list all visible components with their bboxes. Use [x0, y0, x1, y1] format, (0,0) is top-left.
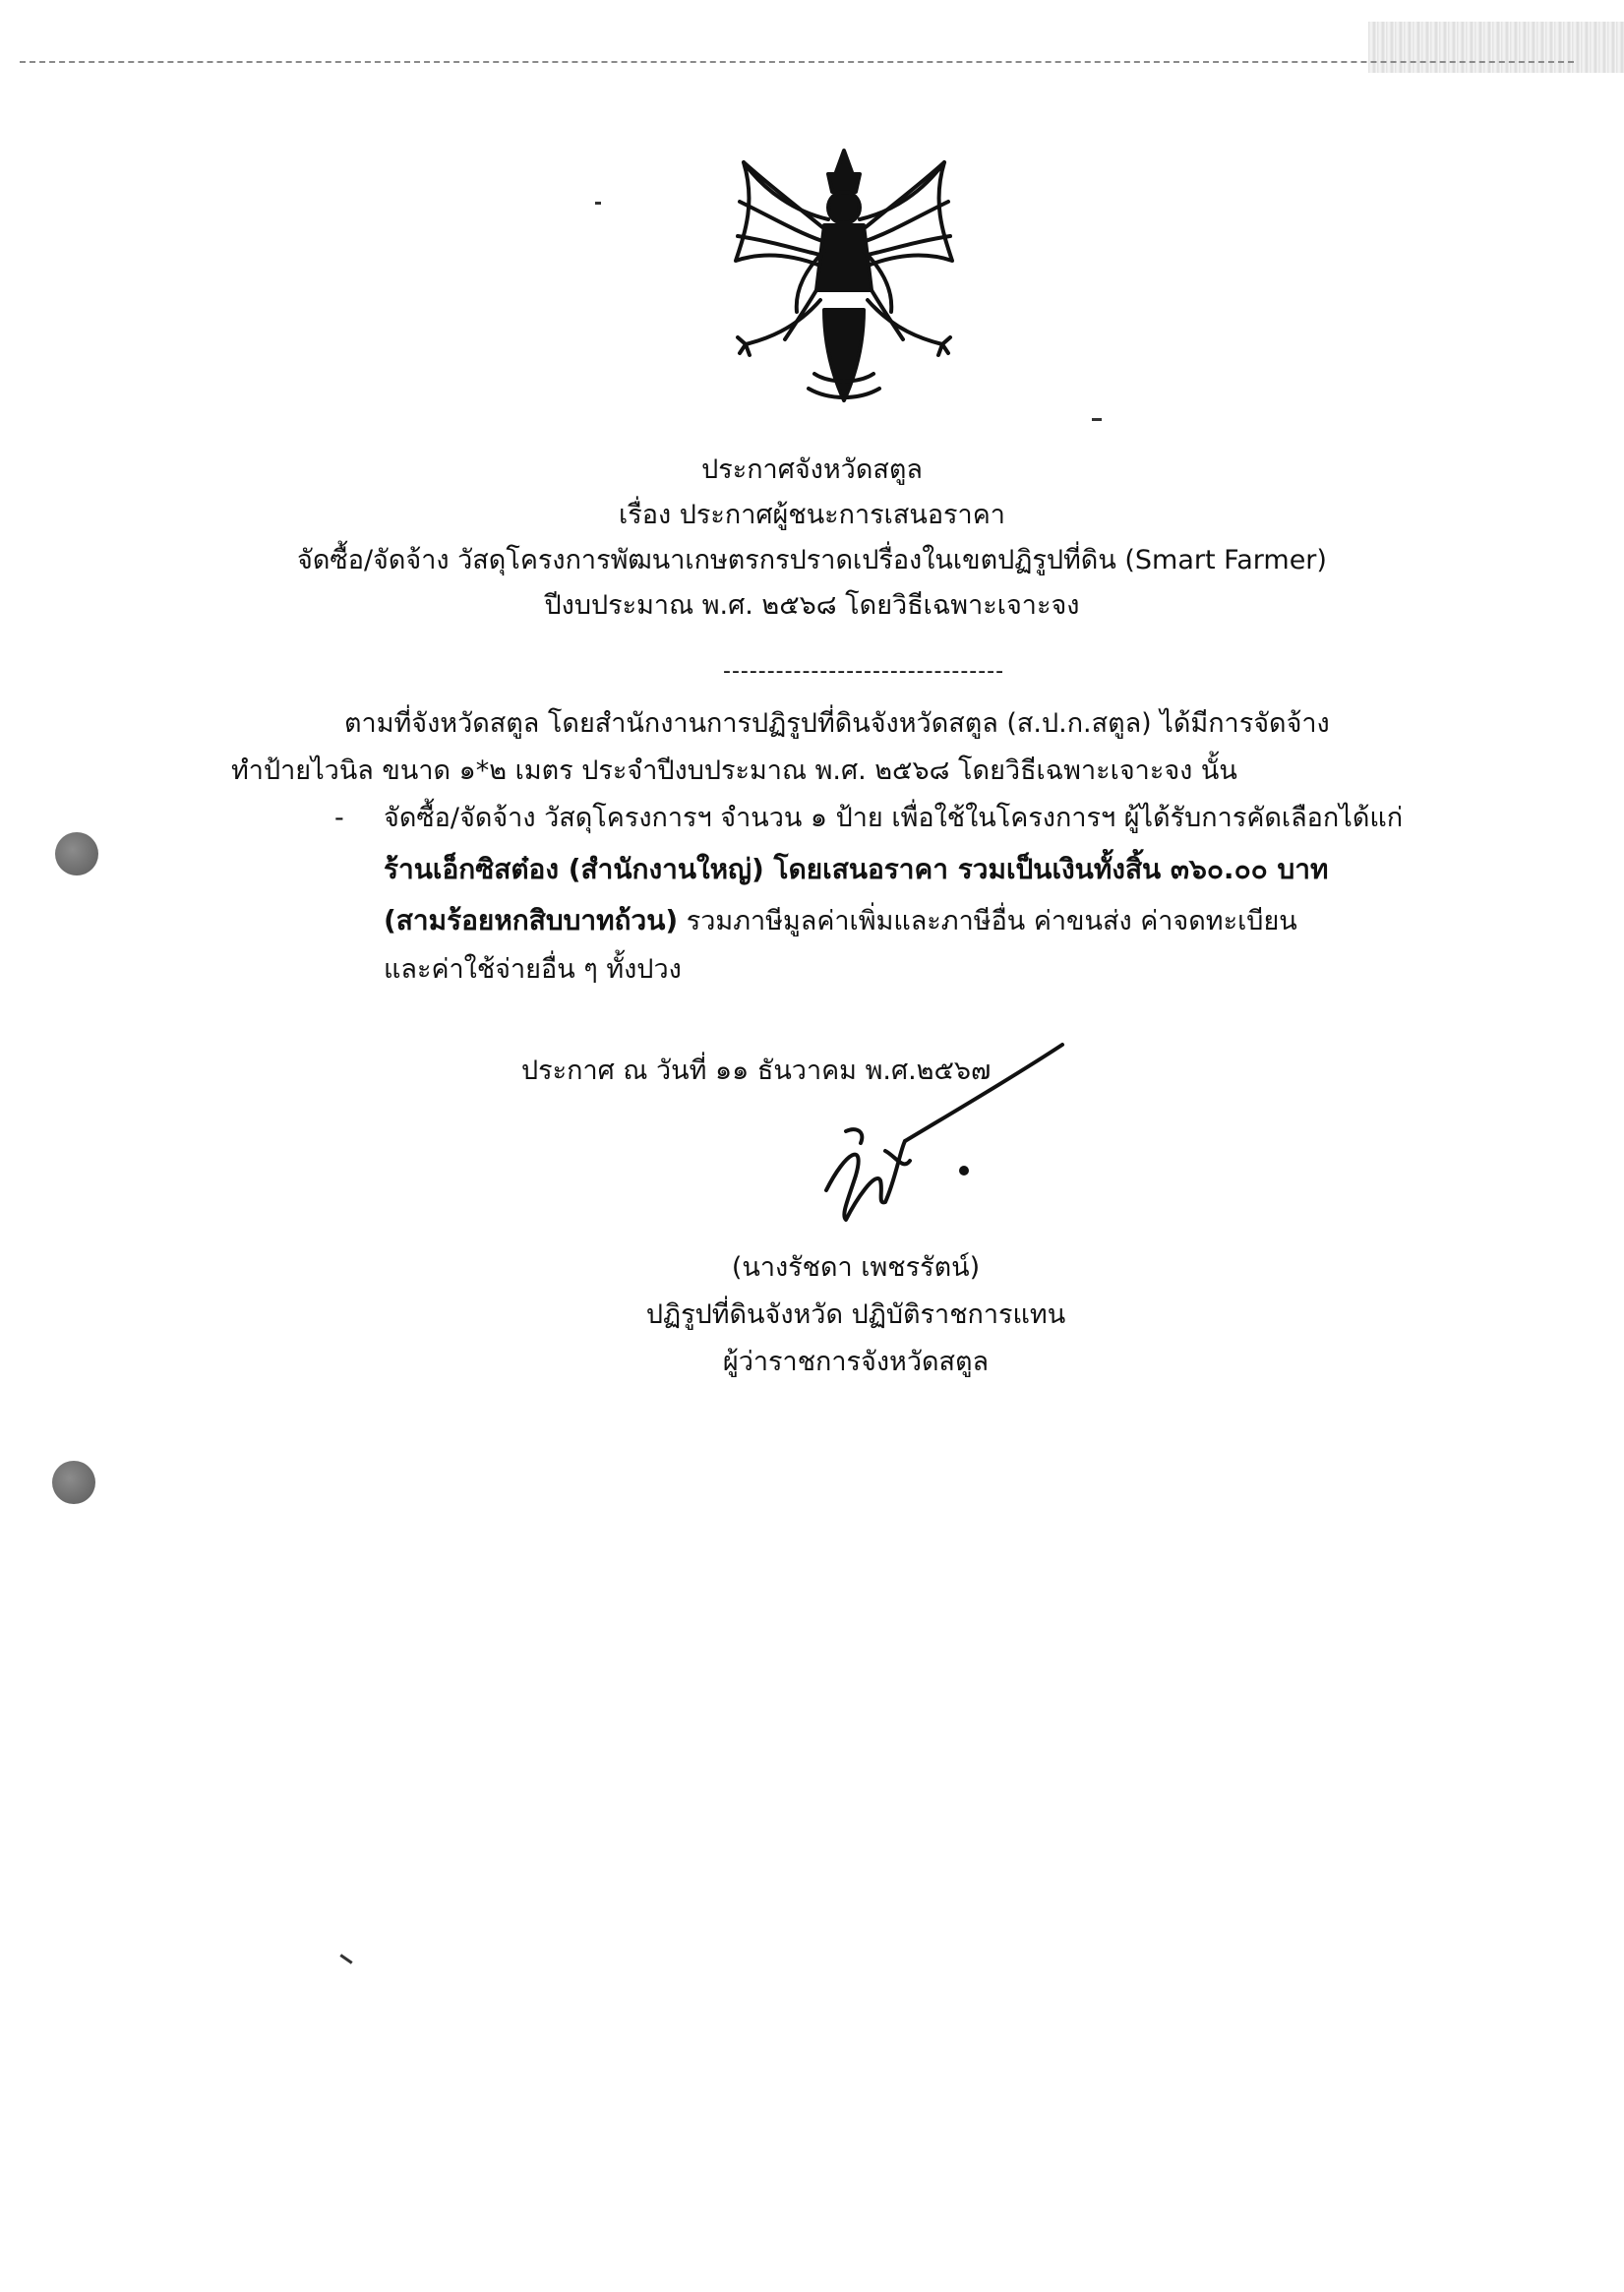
signatory-title: ผู้ว่าราชการจังหวัดสตูล — [722, 1347, 990, 1377]
signatory-name: (นางรัชดา เพชรรัตน์) — [731, 1252, 981, 1283]
bullet-line: จัดซื้อ/จัดจ้าง วัสดุโครงการฯ จำนวน ๑ ป้าย เพื่อใช้ในโครงการฯ ผู้ได้รับการคัดเลือกได้แก่ — [384, 803, 1404, 833]
heading-authority: ประกาศจังหวัดสตูล — [701, 454, 923, 485]
scan-speck — [339, 1954, 352, 1963]
amount-in-words: (สามร้อยหกสิบบาทถ้วน) — [384, 904, 679, 936]
heading-fiscal-year: ปีงบประมาณ พ.ศ. ๒๕๖๘ โดยวิธีเฉพาะเจาะจง — [544, 590, 1080, 621]
tax-note: รวมภาษีมูลค่าเพิ่มและภาษีอื่น ค่าขนส่ง ค่าจดทะเบียน — [678, 906, 1297, 936]
amount-words-line — [384, 897, 1297, 945]
separator-line: -------------------------------- — [723, 659, 1005, 684]
scan-speck — [1092, 418, 1102, 421]
handwritten-signature — [787, 1033, 1082, 1249]
signatory-position: ปฏิรูปที่ดินจังหวัด ปฏิบัติราชการแทน — [645, 1299, 1066, 1330]
announcement-date: ประกาศ ณ วันที่ ๑๑ ธันวาคม พ.ศ.๒๕๖๗ — [521, 1056, 992, 1086]
signatory-block — [561, 1244, 1151, 1386]
heading-project: จัดซื้อ/จัดจ้าง วัสดุโครงการพัฒนาเกษตรกรปราดเปรื่องในเขตปฏิรูปที่ดิน (Smart Farmer) — [297, 545, 1327, 575]
punch-hole — [55, 832, 98, 875]
heading-subject: เรื่อง ประกาศผู้ชนะการเสนอราคา — [619, 500, 1005, 530]
winner-line: ร้านเอ็กซิสต๋อง (สำนักงานใหญ่) โดยเสนอราคา รวมเป็นเงินทั้งสิ้น ๓๖๐.๐๐ บาท — [384, 853, 1329, 885]
scan-noise — [1368, 22, 1624, 73]
garuda-emblem-icon — [726, 143, 962, 408]
punch-hole — [52, 1461, 95, 1504]
scan-speck — [595, 202, 601, 205]
announcement-heading — [0, 448, 1624, 629]
bullet-marker: - — [334, 803, 344, 833]
paragraph-line: ตามที่จังหวัดสตูล โดยสำนักงานการปฏิรูปที่ดินจังหวัดสตูล (ส.ป.ก.สตูล) ได้มีการจัดจ้าง — [344, 708, 1330, 739]
bullet-line: และค่าใช้จ่ายอื่น ๆ ทั้งปวง — [384, 954, 682, 985]
paragraph-line: ทำป้ายไวนิล ขนาด ๑*๒ เมตร ประจำปีงบประมาณ พ.ศ. ๒๕๖๘ โดยวิธีเฉพาะเจาะจง นั้น — [231, 755, 1237, 786]
top-scan-edge — [20, 61, 1574, 63]
